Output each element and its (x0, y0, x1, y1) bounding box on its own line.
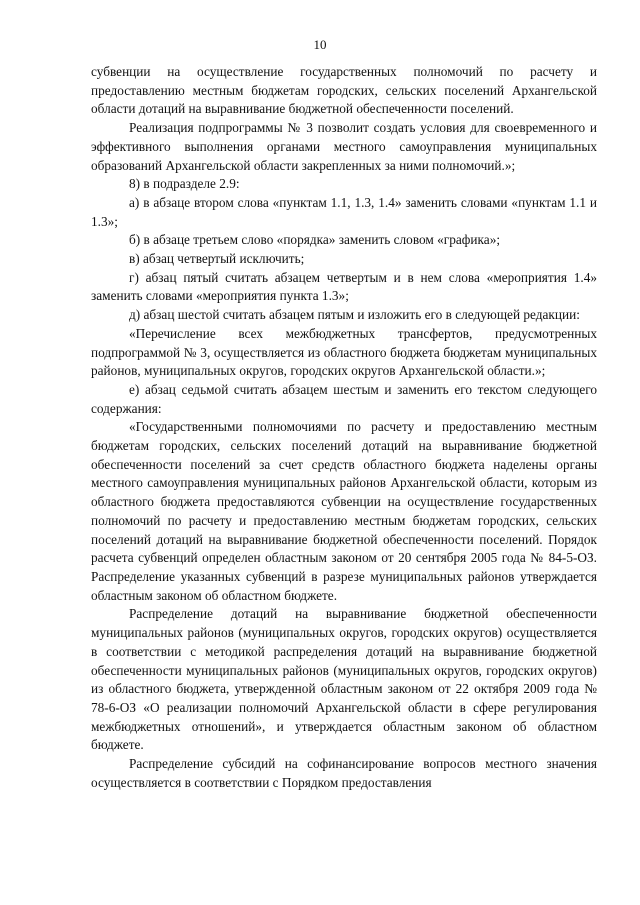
paragraph-7: г) абзац пятый считать абзацем четвертым и в нем слова «мероприятия 1.4» заменить словами «мероприятия пункта 1.3»; (91, 269, 597, 304)
page-number: 10 (313, 37, 327, 52)
paragraph-1: субвенции на осуществление государственных полномочий по расчету и предоставлению местным бюджетам городских, сельских поселений Архангельской области дотаций на выравнивание бюджетной обеспеченности поселений. (91, 64, 597, 117)
paragraph-5: б) в абзаце третьем слово «порядка» заменить словом «графика»; (129, 232, 501, 248)
paragraph-3: 8) в подразделе 2.9: (129, 176, 240, 192)
paragraph-11: «Государственными полномочиями по расчету и предоставлению местным бюджетам городских, сельских поселений дотаций на выравнивание бюджетной обеспеченности поселений за счет средств областного бюджета наделены органы местного самоуправления муниципальных районов Архангельской области, которым из областного бюджета предоставляются субвенции на осуществление государственных полномочий по расчету и предоставлению местным бюджетам городских, сельских поселений дотаций на выравнивание бюджетной обеспеченности поселений. Порядок расчета субвенций определен областным законом от 20 сентября 2005 года № 84-5-ОЗ. Распределение указанных субвенций в разрезе муниципальных районов утверждается областным законом об областном бюджете. (91, 419, 597, 603)
document-body (91, 63, 597, 792)
paragraph-12: Распределение дотаций на выравнивание бюджетной обеспеченности муниципальных районов (муниципальных округов, городских округов) осуществляется в соответствии с методикой распределения дотаций на выравнивание бюджетной обеспеченности муниципальных районов (муниципальных округов, городских округов) из областного бюджета, утвержденной областным законом от 22 октября 2009 года № 78-6-ОЗ «О реализации полномочий Архангельской области в сфере регулирования межбюджетных отношений», и утверждается областным законом об областном бюджете. (91, 606, 597, 753)
paragraph-9: «Перечисление всех межбюджетных трансфертов, предусмотренных подпрограммой № 3, осуществляется из областного бюджета бюджетам муниципальных районов, муниципальных округов, городских округов Архангельской области.»; (91, 325, 597, 379)
paragraph-13: Распределение субсидий на софинансирование вопросов местного значения осуществляется в соответствии с Порядком предоставления (91, 756, 597, 790)
paragraph-4: а) в абзаце втором слова «пунктам 1.1, 1.3, 1.4» заменить словами «пунктам 1.1 и 1.3»; (91, 194, 597, 229)
paragraph-6: в) абзац четвертый исключить; (129, 251, 305, 267)
paragraph-10: е) абзац седьмой считать абзацем шестым и заменить его текстом следующего содержания: (91, 381, 597, 416)
paragraph-2: Реализация подпрограммы № 3 позволит создать условия для своевременного и эффективного выполнения органами местного самоуправления муниципальных образований Архангельской области закрепленных за ними полномочий.»; (91, 120, 597, 173)
paragraph-8: д) абзац шестой считать абзацем пятым и изложить его в следующей редакции: (129, 307, 580, 323)
